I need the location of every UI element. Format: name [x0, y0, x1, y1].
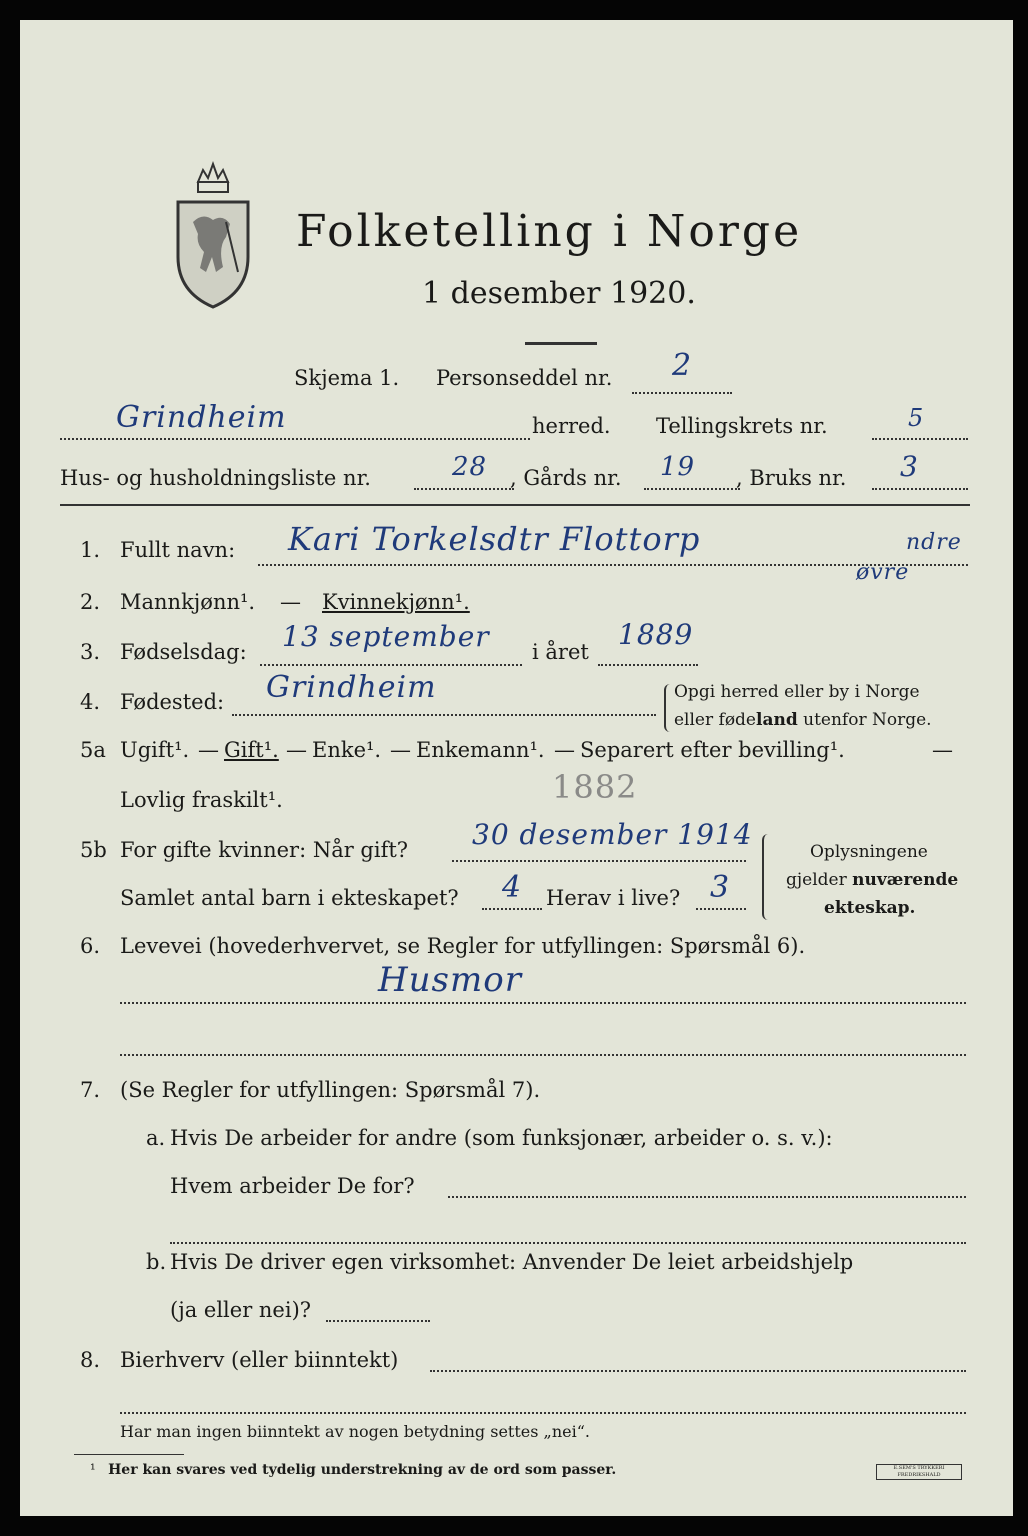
bruks-field[interactable]: [872, 488, 968, 490]
q5a-dash-5: —: [932, 738, 953, 762]
q4-label: Fødested:: [120, 690, 225, 714]
q4-note-1: Opgi herred eller by i Norge: [674, 682, 920, 702]
hus-field[interactable]: [414, 488, 514, 490]
q7a-field-1[interactable]: [448, 1196, 966, 1198]
q3-label: Fødselsdag:: [120, 640, 247, 664]
q5a-lovlig: Lovlig fraskilt¹.: [120, 788, 283, 812]
skjema-label: Skjema 1.: [294, 366, 400, 390]
q8-field-2[interactable]: [120, 1412, 966, 1414]
q1-value: Kari Torkelsdtr Flottorp: [288, 520, 701, 558]
q2-female: Kvinnekjønn¹.: [322, 590, 470, 614]
q7a-field-2[interactable]: [170, 1242, 966, 1244]
q5b-number: 5b: [80, 838, 107, 862]
q3-year-label: i året: [532, 640, 589, 664]
q5b-note-1: Oplysningene: [810, 842, 928, 862]
personseddel-value: 2: [672, 348, 693, 383]
page-title: Folketelling i Norge: [296, 206, 803, 257]
q5a-dash-1: —: [198, 738, 219, 762]
q5a-gift: Gift¹.: [224, 738, 279, 762]
footnote-text: Her kan svares ved tydelig understrekning av de ord som passer.: [108, 1462, 617, 1478]
q5b-barn-value: 4: [502, 870, 523, 905]
q5b-barn-label: Samlet antal barn i ekteskapet?: [120, 886, 459, 910]
q6-field-2[interactable]: [120, 1054, 966, 1056]
q5b-barn-field[interactable]: [482, 908, 542, 910]
q1-number: 1.: [80, 538, 101, 562]
coat-of-arms-icon: [168, 152, 258, 312]
header-divider: [60, 504, 970, 506]
tellingskrets-field[interactable]: [872, 438, 968, 440]
q3-year-value: 1889: [618, 618, 694, 651]
q3-field[interactable]: [260, 664, 522, 666]
tellingskrets-label: Tellingskrets nr.: [656, 414, 828, 438]
printer-stamp: E.SEM'S TRYKKERI FREDRIKSHALD: [876, 1464, 962, 1480]
q5a-dash-3: —: [390, 738, 411, 762]
q5b-live-field[interactable]: [696, 908, 746, 910]
tellingskrets-value: 5: [908, 404, 925, 432]
q5a-number: 5a: [80, 738, 106, 762]
q1-value-overwrite: ndre: [906, 530, 962, 555]
gards-label: , Gårds nr.: [510, 466, 622, 490]
personseddel-label: Personseddel nr.: [436, 366, 613, 390]
q5b-brace: [762, 834, 772, 920]
q4-value: Grindheim: [266, 670, 437, 705]
q5b-value: 30 desember 1914: [472, 818, 753, 851]
q1-value-below: øvre: [856, 560, 910, 585]
q6-value: Husmor: [378, 960, 522, 1000]
q2-male: Mannkjønn¹.: [120, 590, 256, 614]
q3-number: 3.: [80, 640, 101, 664]
q7a-letter: a.: [146, 1126, 166, 1150]
q7b-question: (ja eller nei)?: [170, 1298, 312, 1322]
q8-label: Bierhverv (eller biinntekt): [120, 1348, 399, 1372]
q5b-label: For gifte kvinner: Når gift?: [120, 838, 409, 862]
q2-number: 2.: [80, 590, 101, 614]
q4-field[interactable]: [232, 714, 656, 716]
gards-field[interactable]: [644, 488, 740, 490]
gards-value: 19: [660, 452, 696, 482]
footnote: [90, 1462, 616, 1478]
q5a-enkemann: Enkemann¹.: [416, 738, 545, 762]
q5b-live-label: Herav i live?: [546, 886, 681, 910]
q5a-dash-2: —: [286, 738, 307, 762]
q7b-letter: b.: [146, 1250, 167, 1274]
personseddel-field[interactable]: [632, 392, 732, 394]
q5b-note-3: ekteskap.: [824, 898, 916, 918]
footnote-mark: ¹: [90, 1462, 96, 1478]
q6-label: Levevei (hovederhvervet, se Regler for utfyllingen: Spørsmål 6).: [120, 934, 806, 958]
q5b-live-value: 3: [710, 870, 731, 905]
biinntekt-note: Har man ingen biinntekt av nogen betydning settes „nei“.: [120, 1422, 590, 1441]
title-divider: [525, 342, 597, 345]
footnote-divider: [74, 1454, 184, 1455]
q4-brace: [664, 684, 672, 732]
q7b-text: Hvis De driver egen virksomhet: Anvender De leiet arbeidshjelp: [170, 1250, 854, 1274]
q5a-enke: Enke¹.: [312, 738, 382, 762]
q7-number: 7.: [80, 1078, 101, 1102]
q1-label: Fullt navn:: [120, 538, 236, 562]
q8-field-1[interactable]: [430, 1370, 966, 1372]
q2-separator: —: [280, 590, 301, 614]
q3-value: 13 september: [282, 620, 490, 653]
q5a-ugift: Ugift¹.: [120, 738, 190, 762]
bruks-label: , Bruks nr.: [736, 466, 847, 490]
census-form: [20, 20, 1013, 1516]
herred-value: Grindheim: [116, 400, 287, 435]
hus-value: 28: [452, 452, 488, 482]
bruks-value: 3: [900, 450, 919, 483]
herred-field[interactable]: [60, 438, 530, 440]
q7b-field[interactable]: [326, 1320, 430, 1322]
q7a-question: Hvem arbeider De for?: [170, 1174, 415, 1198]
q7-label: (Se Regler for utfyllingen: Spørsmål 7).: [120, 1078, 541, 1102]
q5b-note-2: gjelder nuværende: [786, 870, 959, 890]
q7a-text: Hvis De arbeider for andre (som funksjonær, arbeider o. s. v.):: [170, 1126, 833, 1150]
q4-note-2: eller fødeland utenfor Norge.: [674, 710, 932, 730]
herred-label: herred.: [532, 414, 611, 438]
q5a-pencil-note: 1882: [552, 768, 638, 806]
q3-year-field[interactable]: [598, 664, 698, 666]
q6-field-1[interactable]: [120, 1002, 966, 1004]
q5a-separert: Separert efter bevilling¹.: [580, 738, 845, 762]
q5a-dash-4: —: [554, 738, 575, 762]
q4-number: 4.: [80, 690, 101, 714]
census-date: 1 desember 1920.: [422, 276, 696, 311]
q6-number: 6.: [80, 934, 101, 958]
q5b-field[interactable]: [452, 860, 746, 862]
hus-label: Hus- og husholdningsliste nr.: [60, 466, 371, 490]
q8-number: 8.: [80, 1348, 101, 1372]
